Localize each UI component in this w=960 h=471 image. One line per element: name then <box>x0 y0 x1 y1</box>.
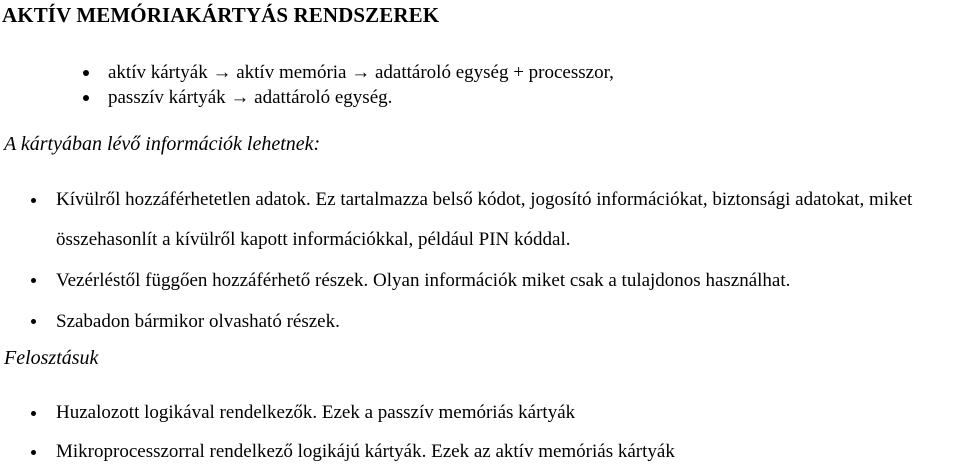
list-item <box>82 85 614 110</box>
bullet-icon <box>31 198 36 203</box>
card-type-passive: passzív kártyák → adattároló egység. <box>108 87 393 108</box>
list-item <box>30 180 958 260</box>
list-item <box>30 393 958 432</box>
list-item <box>30 432 958 471</box>
info-item-controlled-access: Vezérléstől függően hozzáférhető részek. Olyan információk miket csak a tulajdonos használhat. <box>56 270 791 291</box>
card-type-active: aktív kártyák → aktív memória → adattároló egység + processzor, <box>108 62 614 83</box>
list-item <box>30 260 958 301</box>
card-types-list <box>82 60 614 110</box>
list-item <box>82 60 614 85</box>
division-heading: Felosztásuk <box>4 347 99 369</box>
info-item-free-read: Szabadon bármikor olvasható részek. <box>56 311 340 332</box>
bullet-icon <box>83 95 89 101</box>
bullet-icon <box>31 450 36 455</box>
division-item-microprocessor: Mikroprocesszorral rendelkező logikájú kártyák. Ezek az aktív memóriás kártyák <box>56 441 675 462</box>
bullet-icon <box>31 278 36 283</box>
division-item-hardwired: Huzalozott logikával rendelkezők. Ezek a passzív memóriás kártyák <box>56 402 576 423</box>
info-list <box>30 180 958 342</box>
page-title: AKTÍV MEMÓRIAKÁRTYÁS RENDSZEREK <box>2 3 440 27</box>
info-heading: A kártyában lévő információk lehetnek: <box>4 133 321 155</box>
list-item <box>30 301 958 342</box>
division-list <box>30 393 958 471</box>
bullet-icon <box>83 70 89 76</box>
bullet-icon <box>31 411 36 416</box>
info-item-hidden-data: Kívülről hozzáférhetetlen adatok. Ez tartalmazza belső kódot, jogosító információkat, biztonsági adatokat, miket összehasonlít a kívülről kapott információkkal, például PIN kóddal. <box>56 189 913 250</box>
bullet-icon <box>31 319 36 324</box>
